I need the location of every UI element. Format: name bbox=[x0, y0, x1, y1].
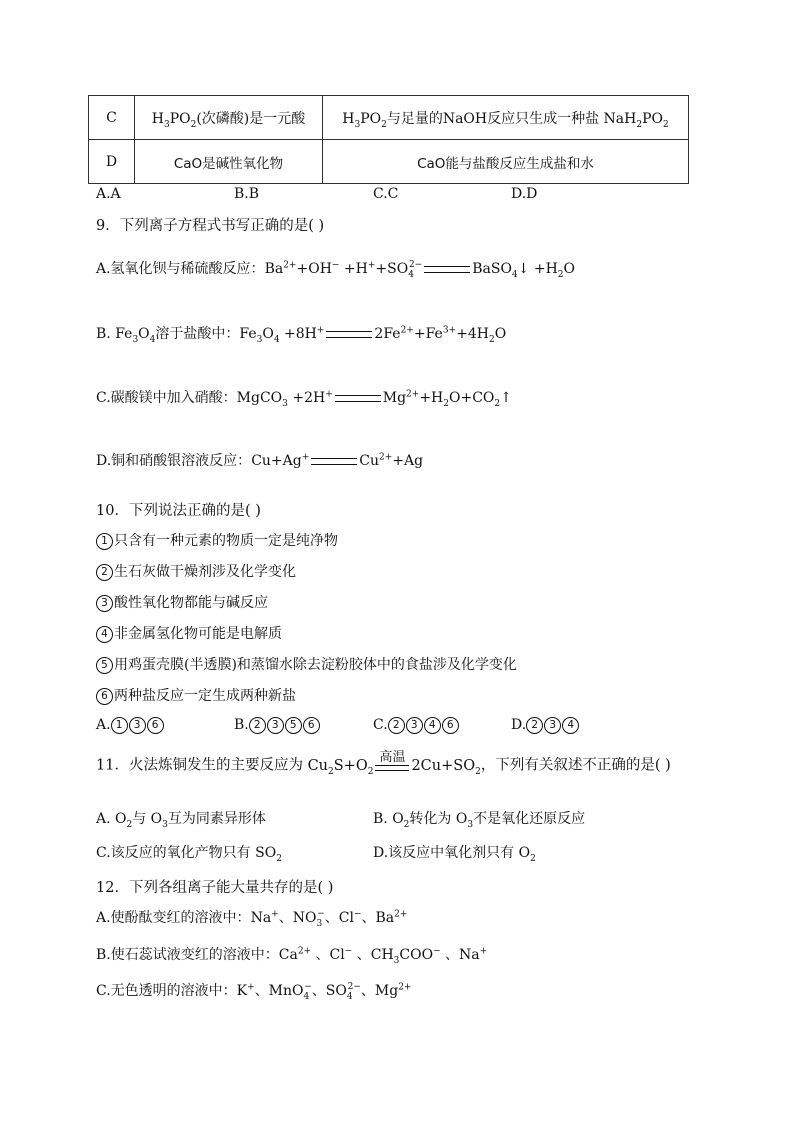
q12-option-c[interactable]: C.无色透明的溶液中：K+、MnO$_4$−、$SO_4^{2-}$、$Mg^{2+}$ bbox=[96, 982, 412, 1002]
number-circle-5: 5 bbox=[96, 657, 113, 674]
q9-option-d-label: D.铜和硝酸银溶液反应： bbox=[96, 453, 252, 469]
question-table bbox=[88, 95, 689, 184]
number-circle-2: 2 bbox=[96, 564, 113, 581]
q9-option-d[interactable]: D.铜和硝酸银溶液反应：Cu+Ag+ $Cu^{2+}+Ag$ bbox=[96, 452, 424, 469]
q8-option-a[interactable]: A.A bbox=[96, 186, 121, 202]
q11-option-d[interactable]: D.该反应中氧化剂只有 $O_2$ bbox=[373, 845, 536, 864]
q10-statement-5: 5 用鸡蛋壳膜(半透膜)和蒸馏水除去淀粉胶体中的食盐涉及化学变化 bbox=[96, 654, 517, 674]
q11-option-b[interactable]: B. $O_2$转化为 $O_3$不是氧化还原反应 bbox=[373, 811, 586, 830]
number-circle-6: 6 bbox=[96, 688, 113, 705]
q8-option-c[interactable]: C.C bbox=[373, 186, 399, 202]
q10-statement-2: 2 生石灰做干燥剂涉及化学变化 bbox=[96, 561, 296, 581]
table-cell: CaO能与盐酸反应生成盐和水 bbox=[323, 140, 689, 184]
q9-option-c-label: C.碳酸镁中加入硝酸： bbox=[96, 390, 237, 406]
number-circle-3: 3 bbox=[96, 595, 113, 612]
q9-option-b-label2: 溶于盐酸中： bbox=[155, 326, 240, 342]
q10-option-a[interactable]: A. 1 3 6 bbox=[96, 717, 165, 734]
q10-option-b[interactable]: B. 2 3 5 6 bbox=[234, 717, 321, 734]
row-label: C bbox=[89, 96, 135, 140]
q10-stem: 10．下列说法正确的是( ) bbox=[96, 503, 261, 519]
row-label: D bbox=[89, 140, 135, 184]
q11-option-a[interactable]: A. $O_2$与 $O_3$互为同素异形体 bbox=[96, 811, 266, 830]
table-cell: $H_3PO_2$与足量的NaOH反应只生成一种盐 $NaH_2PO_2$ bbox=[323, 96, 689, 140]
q10-statement-1: 1 只含有一种元素的物质一定是纯净物 bbox=[96, 530, 338, 550]
table-row bbox=[89, 96, 689, 140]
reaction-condition: 高温 bbox=[375, 750, 409, 781]
q8-option-d[interactable]: D.D bbox=[511, 186, 538, 202]
q10-statement-4: 4 非金属氢化物可能是电解质 bbox=[96, 623, 282, 643]
q8-option-b[interactable]: B.B bbox=[234, 186, 260, 202]
q10-option-c[interactable]: C. 2 3 4 6 bbox=[373, 717, 460, 734]
table-row bbox=[89, 140, 689, 184]
q12-option-a[interactable]: A.使酚酞变红的溶液中：Na+、$NO_3^-$、Cl−、$Ba^{2+}$ bbox=[96, 909, 408, 929]
q10-statement-3: 3 酸性氧化物都能与碱反应 bbox=[96, 592, 268, 612]
q9-option-c[interactable]: C.碳酸镁中加入硝酸：MgCO$_3$ +2H+ $Mg^{2+}+H_2O+CO_2↑$ bbox=[96, 389, 512, 409]
q12-stem: 12．下列各组离子能大量共存的是( ) bbox=[96, 880, 334, 896]
q12-option-b[interactable]: B.使石蕊试液变红的溶液中：$Ca^{2+}$ 、Cl− 、$CH_3COO^-$ 、Na+ bbox=[96, 946, 488, 966]
q9-option-b[interactable]: B. $Fe_3O_4$溶于盐酸中：$Fe_3O_4 +8H^+$ $2Fe^{2+}+Fe^{3+}+4H_2O$ bbox=[96, 325, 507, 345]
q9-option-b-label: B. bbox=[96, 326, 116, 342]
number-circle-1: 1 bbox=[96, 533, 113, 550]
table-cell: CaO是碱性氧化物 bbox=[135, 140, 323, 184]
number-circle-4: 4 bbox=[96, 626, 113, 643]
q10-option-d[interactable]: D. 2 3 4 bbox=[511, 717, 580, 734]
table-cell: $H_3PO_2$(次磷酸)是一元酸 bbox=[135, 96, 323, 140]
q9-option-a[interactable]: A.氢氧化钡与稀硫酸反应：$Ba^{2+}+OH^- +H^++SO_4^{2-}$ BaSO$_4$↓ $+H_2O$ bbox=[96, 260, 575, 280]
q10-statement-6: 6 两种盐反应一定生成两种新盐 bbox=[96, 685, 296, 705]
q11-option-c[interactable]: C.该反应的氧化产物只有 $SO_2$ bbox=[96, 845, 282, 864]
q9-stem: 9．下列离子方程式书写正确的是( ) bbox=[96, 218, 325, 234]
q11-stem: 11．火法炼铜发生的主要反应为 $Cu_2S+O_2$ 高温 $2Cu+SO_2$，下列有关叙述不正确的是( ) bbox=[96, 750, 671, 781]
q9-option-a-label: A.氢氧化钡与稀硫酸反应： bbox=[96, 261, 265, 277]
